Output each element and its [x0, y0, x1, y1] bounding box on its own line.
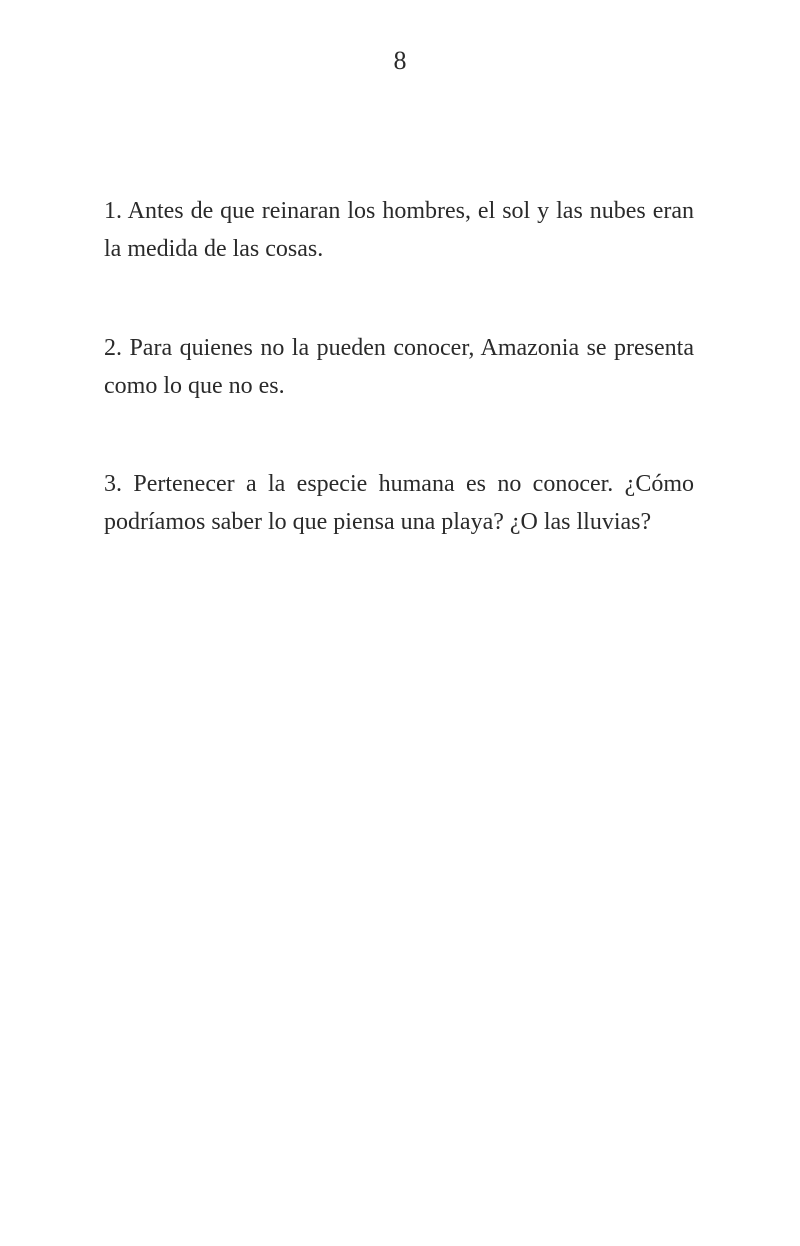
paragraph-2: 2. Para quienes no la pueden conocer, Amazonia se presenta como lo que no es. — [104, 335, 694, 399]
page-number: 8 — [393, 46, 407, 75]
paragraph-3: 3. Pertenecer a la especie humana es no conocer. ¿Cómo podríamos saber lo que piensa una playa? ¿O las lluvias? — [104, 471, 694, 535]
paragraph-1: 1. Antes de que reinaran los hombres, el sol y las nubes eran la medida de las cosas. — [104, 198, 694, 262]
